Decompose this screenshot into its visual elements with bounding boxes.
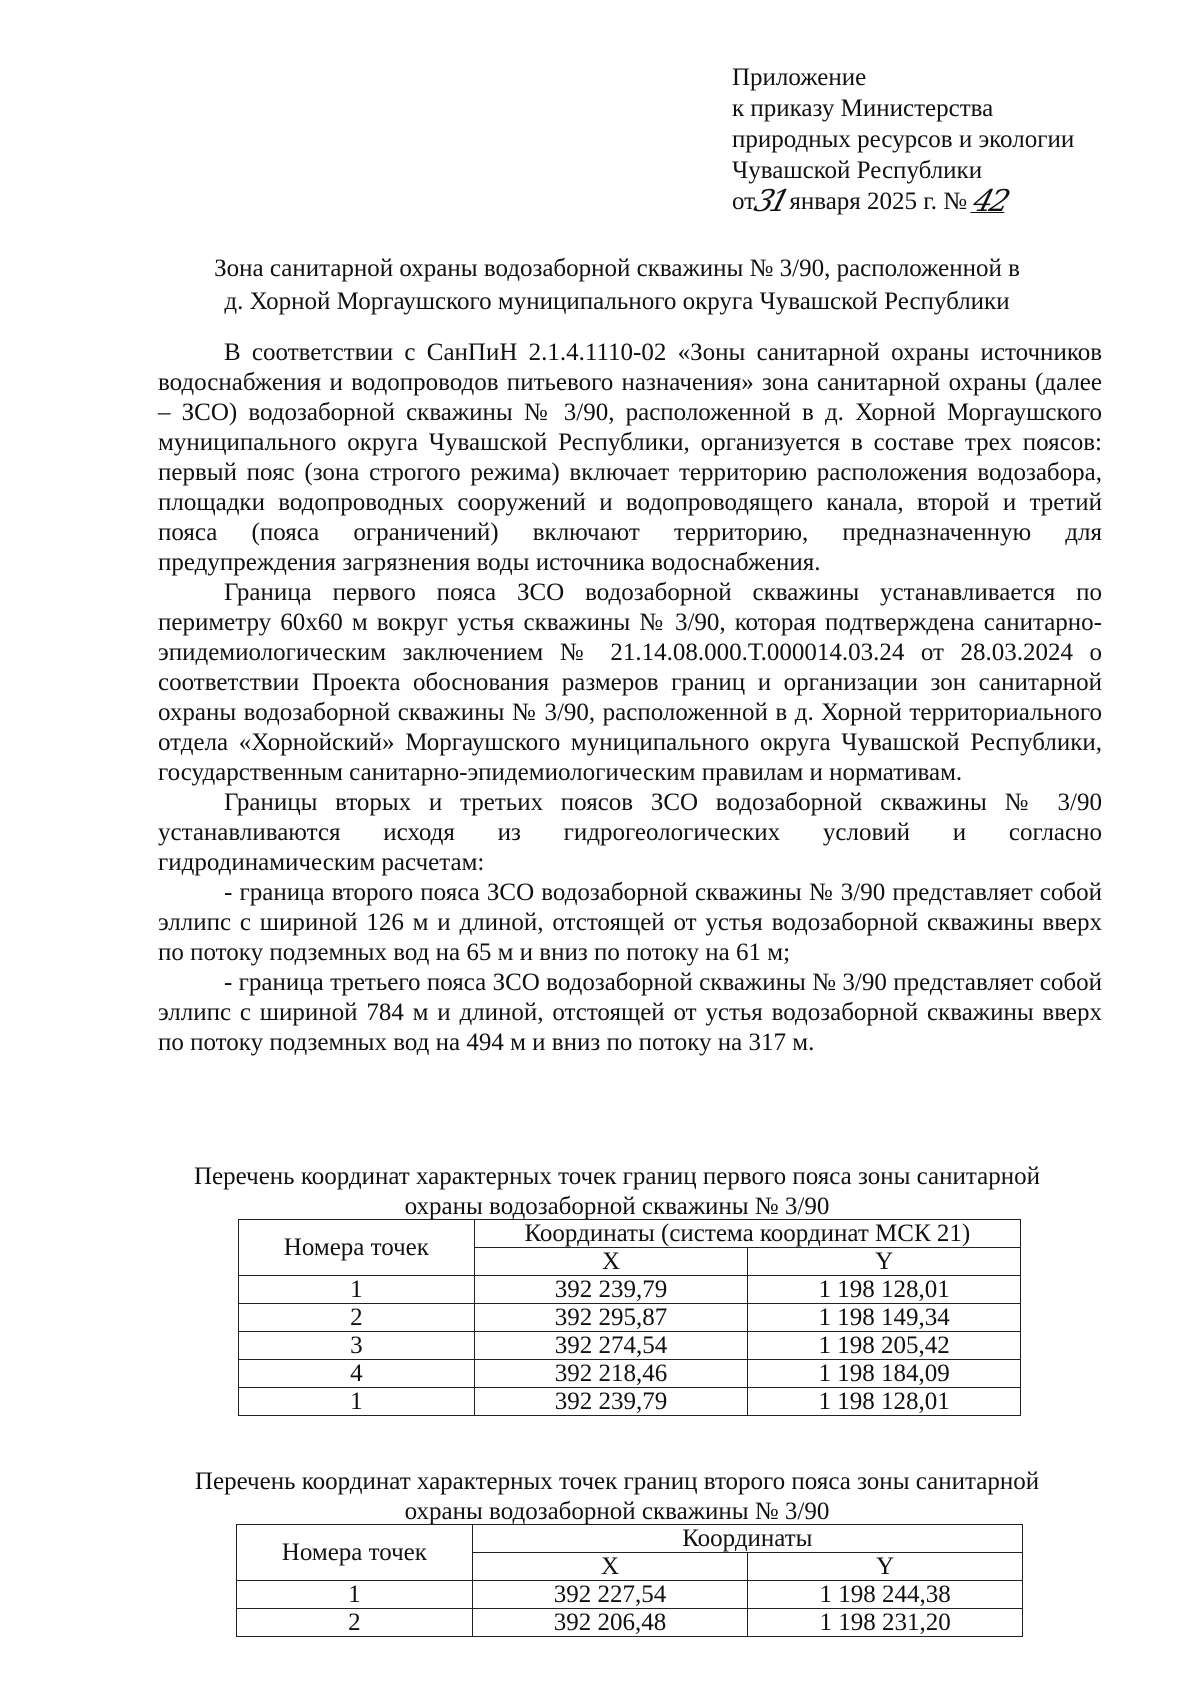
coord-y: 1 198 244,38 xyxy=(748,1581,1023,1609)
attachment-line-1: Приложение xyxy=(732,64,867,91)
coord-y: 1 198 231,20 xyxy=(748,1609,1023,1637)
handwritten-day: 31 xyxy=(750,184,791,219)
coord-x: 392 206,48 xyxy=(472,1609,748,1637)
point-number: 1 xyxy=(239,1388,475,1416)
attachment-line-3: природных ресурсов и экологии xyxy=(732,126,1075,153)
table2-caption-line-1: Перечень координат характерных точек границ второго пояса зоны санитарной xyxy=(194,1468,1040,1495)
coord-x: 392 218,46 xyxy=(474,1360,748,1388)
coord-y: 1 198 128,01 xyxy=(748,1388,1021,1416)
coord-y: 1 198 128,01 xyxy=(748,1276,1021,1304)
table-row xyxy=(237,1609,1023,1637)
table-header-row xyxy=(239,1220,1021,1248)
col-y-header: Y xyxy=(748,1248,1021,1276)
col-points-header: Номера точек xyxy=(239,1220,475,1276)
table-row xyxy=(239,1360,1021,1388)
attachment-line-4: Чувашской Республики xyxy=(732,157,983,184)
table1-caption xyxy=(150,1162,1084,1222)
coord-x: 392 274,54 xyxy=(474,1332,748,1360)
col-x-header: X xyxy=(474,1248,748,1276)
table2-caption-line-2: охраны водозаборной скважины № 3/90 xyxy=(404,1498,830,1525)
document-title xyxy=(150,252,1084,318)
paragraph-1: В соответствии с СанПиН 2.1.4.1110-02 «Зоны санитарной охраны источников водоснабжения и водопроводов питьевого назначения» зона санитарной охраны (далее – ЗСО) водозаборной скважины № 3/90, расположенной в д. Хорной Моргаушского муниципального округа Чувашской Республики, организуется в составе трех поясов: первый пояс (зона строгого режима) включает территорию расположения водозабора, площадки водопроводных сооружений и водопроводящего канала, второй и третий пояса (пояса ограничений) включают территорию, предназначенную для предупреждения загрязнения воды источника водоснабжения. xyxy=(158,339,1102,576)
col-coords-header: Координаты xyxy=(472,1525,1022,1553)
paragraph-3: Границы вторых и третьих поясов ЗСО водозаборной скважины № 3/90 устанавливаются исходя из гидрогеологических условий и согласно гидродинамическим расчетам: xyxy=(158,789,1102,876)
col-coords-header: Координаты (система координат МСК 21) xyxy=(474,1220,1020,1248)
coord-x: 392 239,79 xyxy=(474,1276,748,1304)
table2-caption xyxy=(150,1467,1084,1527)
point-number: 2 xyxy=(237,1609,473,1637)
point-number: 1 xyxy=(237,1581,473,1609)
table-header-row xyxy=(237,1525,1023,1553)
table-row xyxy=(239,1304,1021,1332)
coordinates-table-second-belt xyxy=(236,1524,1023,1637)
table-row xyxy=(239,1388,1021,1416)
table-row xyxy=(237,1581,1023,1609)
point-number: 1 xyxy=(239,1276,475,1304)
attachment-line-2: к приказу Министерства xyxy=(732,95,994,122)
date-rest: января 2025 г. № xyxy=(789,188,968,215)
title-line-2: д. Хорной Моргаушского муниципального округа Чувашской Республики xyxy=(224,288,1010,315)
col-y-header: Y xyxy=(748,1553,1023,1581)
point-number: 2 xyxy=(239,1304,475,1332)
paragraph-4: - граница второго пояса ЗСО водозаборной скважины № 3/90 представляет собой эллипс с шириной 126 м и длиной, отстоящей от устья водозаборной скважины вверх по потоку подземных вод на 65 м и вниз по потоку на 61 м; xyxy=(158,879,1102,966)
table1-caption-line-1: Перечень координат характерных точек границ первого пояса зоны санитарной xyxy=(194,1163,1040,1190)
point-number: 4 xyxy=(239,1360,475,1388)
coord-y: 1 198 205,42 xyxy=(748,1332,1021,1360)
coord-y: 1 198 184,09 xyxy=(748,1360,1021,1388)
date-prefix: от xyxy=(732,188,756,215)
table-row xyxy=(239,1276,1021,1304)
attachment-header xyxy=(732,62,1074,217)
paragraph-5: - граница третьего пояса ЗСО водозаборной скважины № 3/90 представляет собой эллипс с шириной 784 м и длиной, отстоящей от устья водозаборной скважины вверх по потоку подземных вод на 494 м и вниз по потоку на 317 м. xyxy=(158,969,1102,1056)
table1-caption-line-2: охраны водозаборной скважины № 3/90 xyxy=(404,1193,830,1220)
handwritten-order-number: 42 xyxy=(969,184,1012,219)
attachment-date-line xyxy=(732,186,1074,217)
title-line-1: Зона санитарной охраны водозаборной скважины № 3/90, расположенной в xyxy=(214,255,1020,282)
col-points-header: Номера точек xyxy=(237,1525,473,1581)
point-number: 3 xyxy=(239,1332,475,1360)
col-x-header: X xyxy=(472,1553,748,1581)
paragraph-2: Граница первого пояса ЗСО водозаборной скважины устанавливается по периметру 60х60 м вокруг устья скважины № 3/90, которая подтверждена санитарно-эпидемиологическим заключением № 21.14.08.000.Т.000014.03.24 от 28.03.2024 о соответствии Проекта обоснования размеров границ и организации зон санитарной охраны водозаборной скважины № 3/90, расположенной в д. Хорной территориального отдела «Хорнойский» Моргаушского муниципального округа Чувашской Республики, государственным санитарно-эпидемиологическим правилам и нормативам. xyxy=(158,579,1102,786)
coord-y: 1 198 149,34 xyxy=(748,1304,1021,1332)
coord-x: 392 295,87 xyxy=(474,1304,748,1332)
document-body xyxy=(158,338,1102,1058)
coord-x: 392 227,54 xyxy=(472,1581,748,1609)
table-row xyxy=(239,1332,1021,1360)
coordinates-table-first-belt xyxy=(238,1219,1021,1416)
coord-x: 392 239,79 xyxy=(474,1388,748,1416)
